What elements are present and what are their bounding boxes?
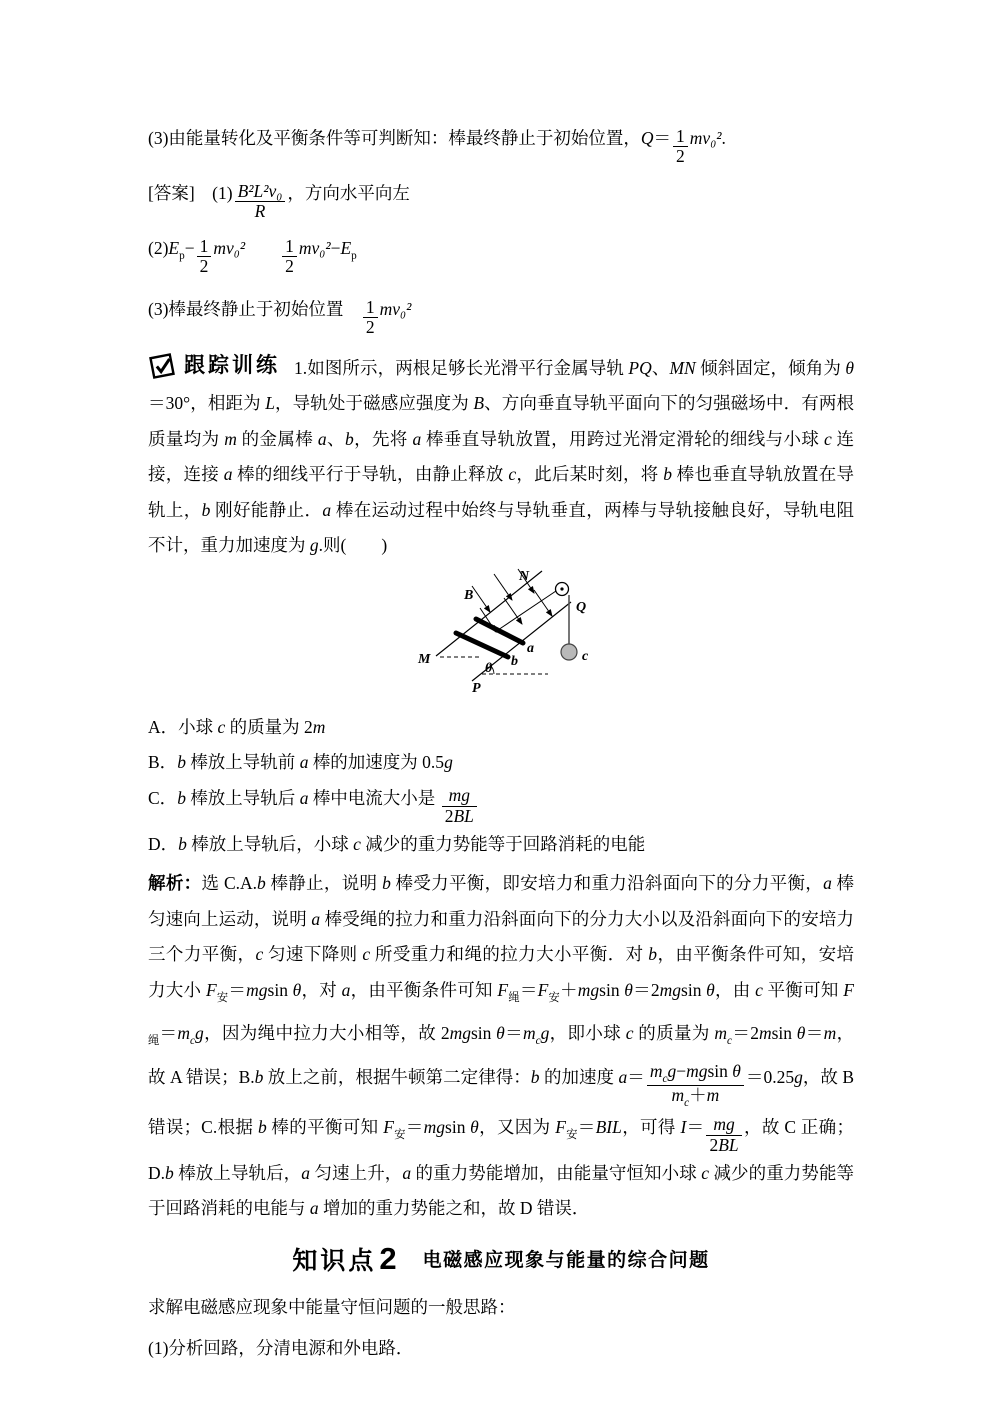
knowledge-point-heading: [148, 1241, 854, 1277]
physics-figure: [406, 568, 656, 700]
option-c: C．b 棒放上导轨后 a 棒中电流大小是 $\frac{mg}{2BL}$: [148, 781, 854, 827]
outro-line-1: 求解电磁感应现象中能量守恒问题的一般思路：: [148, 1296, 516, 1317]
knowledge-point-number: 2: [379, 1241, 397, 1277]
analysis-text: 解析：选 C.A.b 棒静止，说明 b 棒受力平衡，即安培力和重力沿斜面向下的分力平衡，a 棒匀速向上运动，说明 a 棒受绳的拉力和重力沿斜面向下的分力大小以及沿斜面向下的安培力三个力平衡，c 匀速下降则 c 所受重力和绳的拉力大小平衡．对 b，由平衡条件可知，安培力大小 $F_安=mgsin$ θ，对 a，由平衡条件可知 $F_绳=F_安+mgsin$ θ＝2mgsin θ，由 c 平衡可知 $F_绳=m_cg$，因为绳中拉力大小相等，故 2mgsin $\theta=m_cg$，即小球 c 的质量为 $m_c=2msin$ θ＝m，故 A 错误；B.b 放上之前，根据牛顿第二定律得：b 的加速度 a＝ $\frac{m_cg-mgsin \theta}{m_c+m}$ ＝0.25g，故 B 错误；C.根据 b 棒的平衡可知 $F_安=mgsin$ θ，又因为 $F_安=BIL$，可得 I＝ $\frac{mg}{2BL}$ ，故 C 正确；D.b 棒放上导轨后，a 匀速上升，a 的重力势能增加，由能量守恒知小球 c 减少的重力势能等于回路消耗的电能与 a 增加的重力势能之和，故 D 错误．: [148, 873, 855, 1219]
option-b: B．b 棒放上导轨前 a 棒的加速度为 0.5g: [148, 752, 453, 773]
option-a: A．小球 c 的质量为 2m: [148, 716, 326, 737]
rod-b: [456, 633, 508, 657]
knowledge-point-title: 电磁感应现象与能量的综合问题: [422, 1250, 710, 1272]
answer-line-1: [答案] (1) $\frac{\text{B²L²v₀}}{R}$ ，方向水平向左: [148, 180, 410, 222]
answer-note-3: (3)由能量转化及平衡条件等可判断知：棒最终静止于初始位置，Q＝ $\frac{1}{2}$ mv₀².: [148, 125, 726, 167]
label-b: b: [511, 653, 518, 669]
knowledge-point-label: 知识点: [292, 1246, 377, 1275]
label-Q: Q: [576, 599, 587, 615]
rod-a: [476, 619, 523, 643]
label-c: c: [582, 648, 589, 664]
problem-statement: 1.如图所示，两根足够长光滑平行金属导轨 PQ、MN 倾斜固定，倾角为 θ＝30°，相距为 L，导轨处于磁感应强度为 B、方向垂直导轨平面向下的匀强磁场中．有两根质量均为 m 的金属棒 a、b，先将 a 棒垂直导轨放置，用跨过光滑定滑轮的细线与小球 c 连接，连接 a 棒的细线平行于导轨，由静止释放 c，此后某时刻，将 b 棒也垂直导轨放置在导轨上，b 刚好能静止．a 棒在运动过程中始终与导轨垂直，两棒与导轨接触良好，导轨电阻不计，重力加速度为 g.则( ): [148, 357, 855, 556]
training-badge: [148, 348, 280, 384]
label-theta: θ: [485, 660, 493, 676]
label-M: M: [418, 651, 431, 667]
label-B: B: [464, 587, 474, 603]
answer-line-2: $(2)E_p-$ $\frac{1}{2}$ mv₀² $\frac{1}{2}$ $mv_0^2-E_p$: [148, 235, 357, 277]
check-icon: [148, 352, 176, 380]
answer-line-3: (3)棒最终静止于初始位置 $\frac{1}{2}$ mv₀²: [148, 296, 412, 338]
field-arrow: [534, 590, 552, 616]
string-incline: [498, 591, 556, 630]
label-N: N: [519, 568, 530, 584]
pulley-axle: [560, 587, 563, 590]
ball-c: [561, 644, 577, 660]
outro-line-2: (1)分析回路，分清电源和外电路．: [148, 1337, 414, 1358]
field-arrow: [494, 574, 512, 600]
label-a: a: [527, 640, 534, 656]
training-problem: [148, 348, 854, 564]
field-arrow: [472, 586, 490, 612]
option-d: D．b 棒放上导轨后，小球 c 减少的重力势能等于回路消耗的电能: [148, 833, 646, 854]
label-P: P: [472, 680, 481, 696]
training-badge-label: 跟踪训练: [184, 353, 280, 377]
